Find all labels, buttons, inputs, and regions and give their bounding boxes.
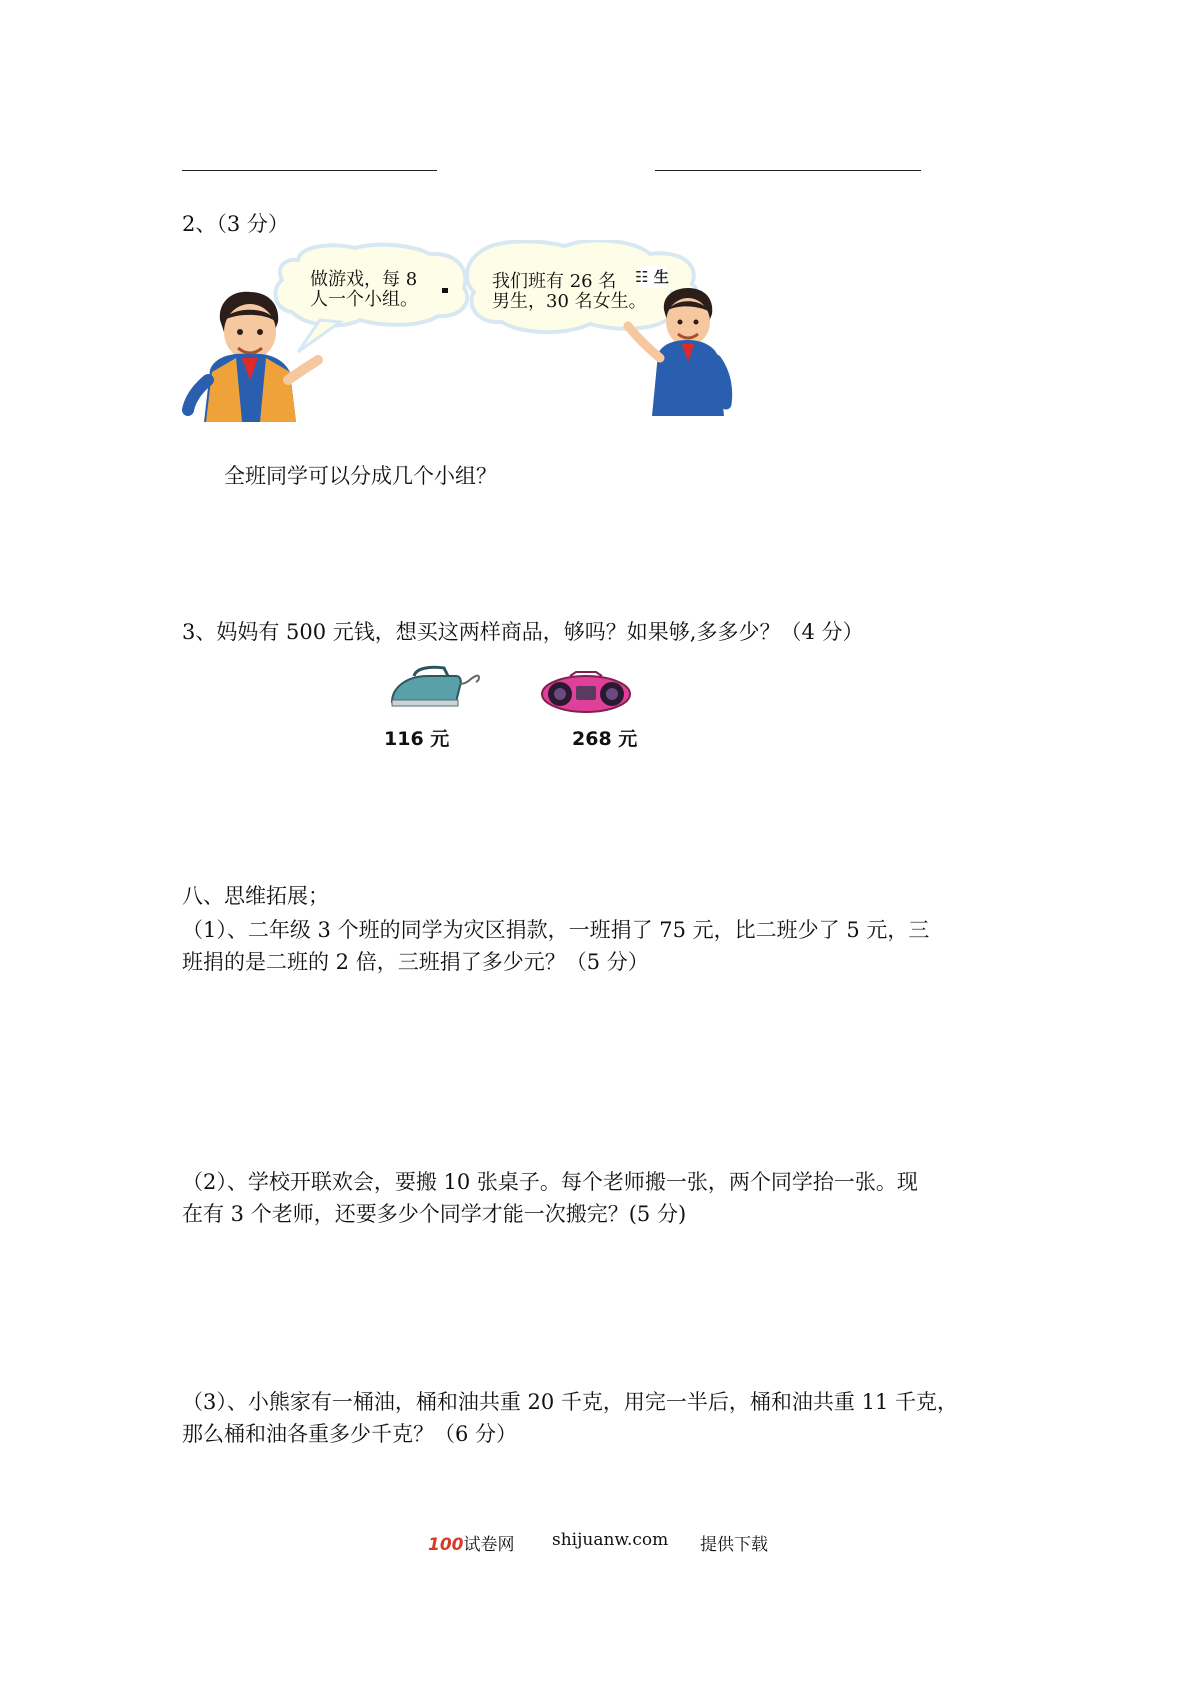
bubble-left-text — [310, 270, 418, 310]
bubble-left-line1: 做游戏，每 8 — [310, 269, 418, 290]
iron-icon — [386, 664, 482, 708]
footer-site[interactable]: shijuanw.com — [552, 1530, 669, 1550]
problem3-line2: 那么桶和油各重多少千克？（6 分） — [182, 1422, 518, 1446]
site-logo-text: 试卷网 — [463, 1535, 515, 1555]
bubble-right-text — [492, 272, 647, 312]
q2-heading: 2、（3 分） — [182, 212, 289, 236]
problem2-line1: （2）、学校开联欢会，要搬 10 张桌子。每个老师搬一张，两个同学抬一张。现 — [182, 1170, 918, 1194]
bubble-right-line2: 男生，30 名女生。 — [492, 291, 647, 312]
answer-line-left — [182, 170, 437, 171]
section8-title: 八、思维拓展； — [182, 884, 329, 908]
bubble-left-line2: 人一个小组。 — [310, 289, 418, 310]
problem3-line1: （3）、小熊家有一桶油，桶和油共重 20 千克，用完一半后，桶和油共重 11 千克， — [182, 1390, 959, 1414]
q3-heading: 3、妈妈有 500 元钱，想买这两样商品，够吗？如果够,多多少？（4 分） — [182, 620, 864, 644]
site-logo: 100 — [428, 1535, 464, 1555]
q2-illustration — [180, 240, 780, 460]
bubble-left-mark — [442, 288, 448, 293]
answer-line-right — [655, 170, 921, 171]
problem1-line2: 班捐的是二班的 2 倍，三班捐了多少元？（5 分） — [182, 950, 649, 974]
bubble-right-line1: 我们班有 26 名 — [492, 271, 617, 292]
problem2-line2: 在有 3 个老师，还要多少个同学才能一次搬完？(5 分) — [182, 1202, 687, 1226]
radio-icon — [540, 670, 632, 714]
q2-question: 全班同学可以分成几个小组？ — [224, 464, 497, 488]
svg-text:☷ 生: ☷ 生 — [635, 268, 669, 286]
iron-price: 116 元 — [384, 728, 450, 750]
problem1-line1: （1）、二年级 3 个班的同学为灾区捐款，一班捐了 75 元，比二班少了 5 元，三 — [182, 918, 930, 942]
radio-price: 268 元 — [572, 728, 638, 750]
footer — [428, 1530, 515, 1555]
footer-note: 提供下载 — [700, 1535, 768, 1555]
